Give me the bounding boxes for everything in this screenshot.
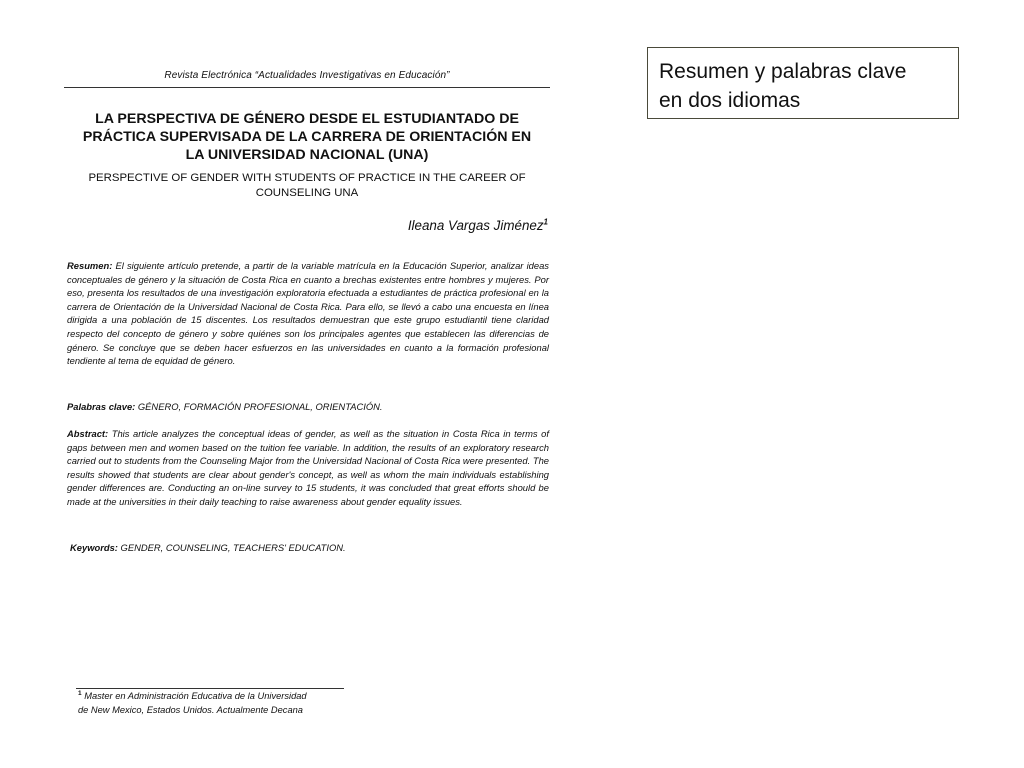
article-subtitle: [64, 171, 550, 201]
footnote-rule: [76, 688, 344, 689]
author-footnote-mark: 1: [543, 217, 548, 227]
subtitle-line: COUNSELING UNA: [255, 187, 359, 199]
resumen-text: El siguiente artículo pretende, a partir de la variable matrícula en la Educación Superior, analizar ideas conceptuales de género y la situación de Costa Rica en cuanto a brechas existentes entre hombres y mujeres. Por eso, presenta los resultados de una investigación exploratoria efectuada a estudiantes de práctica profesional en la carrera de Orientación de la Universidad Nacional de Costa Rica. Para ello, se llevó a cabo una encuesta en línea dirigida a una población de 15 discentes. Los resultados demuestran que este grupo estudiantil tiene claridad respecto del concepto de género y sobre quiénes son los principales agentes que establecen las diferencias de género. Se concluye que se deben hacer esfuerzos en las universidades en cuanto a la formación profesional tendiente al tema de equidad de género.: [67, 260, 549, 367]
footnote: [78, 690, 350, 717]
callout-line: en dos idiomas: [659, 89, 801, 112]
journal-header: Revista Electrónica “Actualidades Investigativas en Educación”: [164, 70, 450, 81]
header-rule: [64, 87, 550, 88]
callout-box: [647, 47, 959, 119]
abstract-label: Abstract:: [67, 428, 109, 439]
keywords-label: Keywords:: [70, 542, 118, 553]
abstract-text: This article analyzes the conceptual ideas of gender, as well as the situation in Costa Rica in terms of gaps between men and women based on the tuition fee variable. In addition, the results of an exploratory research carried out to students from the Counseling Major from the Universidad Nacional of Costa Rica were presented. The results showed that students are clear about gender's concept, as well as whom the main individuals establishing gender differences are. Conducting an on-line survey to 15 students, it was concluded that great efforts should be made at the universities in their daily teaching to raise awareness about gender equality issues.: [67, 428, 549, 507]
author-name: [300, 218, 548, 233]
palabras-clave-label: Palabras clave:: [67, 401, 136, 412]
footnote-mark: 1: [78, 689, 82, 697]
resumen-label: Resumen:: [67, 260, 113, 271]
keywords-paragraph: [70, 541, 552, 555]
footnote-text-1: Master en Administración Educativa de la Universidad: [81, 691, 307, 701]
subtitle-line: PERSPECTIVE OF GENDER WITH STUDENTS OF PRACTICE IN THE CAREER OF: [88, 172, 526, 184]
title-line: LA UNIVERSIDAD NACIONAL (UNA): [185, 147, 429, 163]
footnote-line: [78, 690, 350, 704]
palabras-clave-text: GÉNERO, FORMACIÓN PROFESIONAL, ORIENTACIÓN.: [135, 401, 383, 412]
callout-line: Resumen y palabras clave: [659, 60, 907, 83]
keywords-text: GENDER, COUNSELING, TEACHERS' EDUCATION.: [117, 542, 346, 553]
title-line: LA PERSPECTIVA DE GÉNERO DESDE EL ESTUDIANTADO DE: [95, 111, 519, 127]
author-text: Ileana Vargas Jiménez: [407, 218, 544, 233]
footnote-text-2: de New Mexico, Estados Unidos. Actualmente Decana: [78, 704, 303, 715]
palabras-clave-paragraph: [67, 400, 549, 414]
title-line: PRÁCTICA SUPERVISADA DE LA CARRERA DE ORIENTACIÓN EN: [82, 129, 532, 145]
article-title: [64, 110, 550, 164]
resumen-paragraph: [67, 259, 549, 368]
abstract-paragraph: [67, 427, 549, 509]
